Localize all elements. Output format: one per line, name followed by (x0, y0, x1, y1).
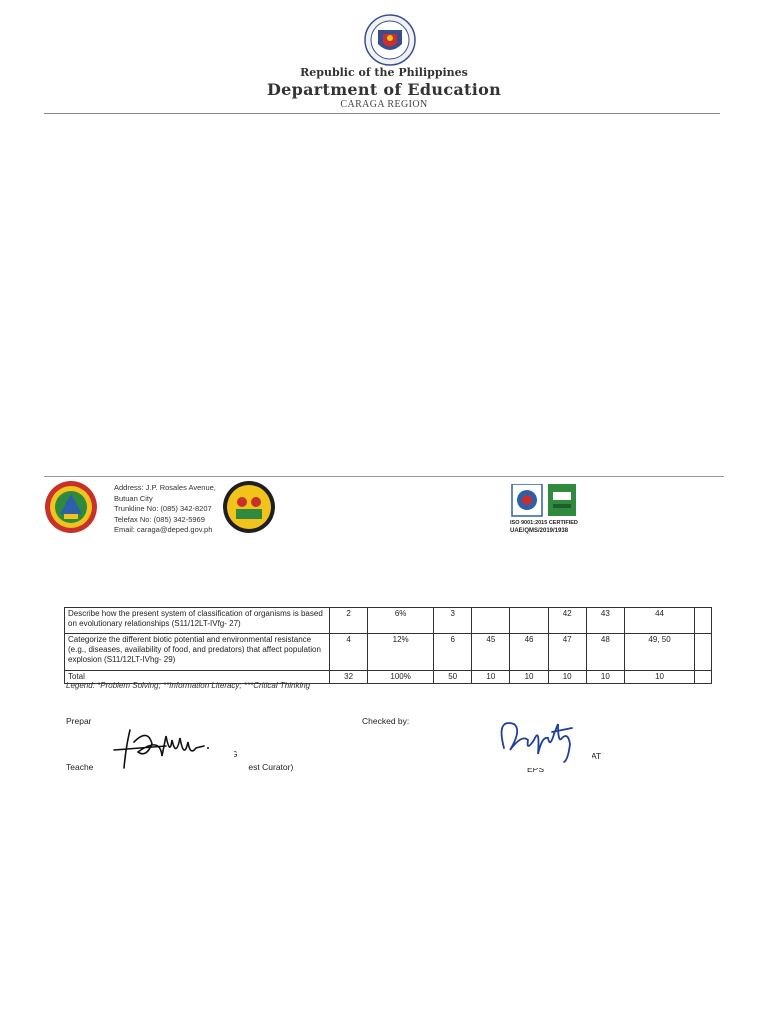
checked-by-label: Checked by: (362, 716, 410, 726)
table-cell: 6% (368, 608, 434, 634)
caraga-region-logo-icon (44, 480, 98, 534)
table-cell: 10 (472, 671, 510, 684)
table-row (65, 634, 712, 671)
table-cell: 10 (586, 671, 624, 684)
table-cell (695, 634, 712, 671)
checker-name: AT (591, 751, 602, 761)
table-row (65, 608, 712, 634)
deped-seal-icon (364, 14, 416, 66)
table-cell: 49, 50 (624, 634, 694, 671)
iso-certified-label: ISO 9001:2015 CERTIFIED (510, 520, 578, 526)
table-cell (472, 608, 510, 634)
email: Email: caraga@deped.gov.ph (114, 525, 213, 534)
table-cell: 48 (586, 634, 624, 671)
checker-role: EPS (527, 764, 545, 774)
table-cell: 3 (434, 608, 472, 634)
division-logo-icon (222, 480, 276, 534)
footer-divider (44, 476, 724, 477)
table-cell: 44 (624, 608, 694, 634)
competency-cell: Categorize the different biotic potential and environmental resistance (e.g., diseases, availability of food, and predators) that affect population explosion (S11/12LT-IVhg- 29) (65, 634, 330, 671)
table-cell (695, 671, 712, 684)
office-address (114, 483, 216, 536)
prepared-by-label: Prepar (66, 716, 92, 726)
telefax: Telefax No: (085) 342-5969 (114, 514, 205, 524)
table-cell: 100% (368, 671, 434, 684)
region-heading: CARAGA REGION (340, 99, 428, 110)
table-cell: 46 (510, 634, 548, 671)
table-cell: 32 (330, 671, 368, 684)
table-cell: 6 (434, 634, 472, 671)
table-cell (510, 608, 548, 634)
table-cell: 43 (586, 608, 624, 634)
table-cell: 2 (330, 608, 368, 634)
total-label: Total (65, 671, 330, 684)
preparer-role-start: Teache (66, 762, 94, 772)
table-cell: 10 (510, 671, 548, 684)
trunkline: Trunkline No: (085) 342-8207 (114, 504, 212, 513)
table-cell: 42 (548, 608, 586, 634)
address-line: Butuan City (114, 493, 153, 503)
header-divider (44, 113, 720, 114)
table-cell: 10 (624, 671, 694, 684)
table-cell (695, 608, 712, 634)
table-cell: 45 (472, 634, 510, 671)
competency-cell: Describe how the present system of classification of organisms is based on evolutionary relationships (S11/12LT-IVfg- 27) (65, 608, 330, 634)
checker-signature (492, 704, 592, 768)
preparer-name: G (231, 749, 238, 759)
preparer-role-end: est Curator) (248, 762, 294, 772)
iso-code-label: UAE/QMS/2019/1938 (510, 528, 569, 534)
specification-table (64, 607, 712, 684)
address-line: Address: J.P. Rosales Avenue, (114, 483, 216, 492)
table-cell: 12% (368, 634, 434, 671)
department-heading: Department of Education (266, 80, 502, 99)
legend-text: Legend: *Problem Solving; **Information Literacy; ***Critical Thinking (66, 681, 311, 690)
table-cell: 50 (434, 671, 472, 684)
preparer-signature (108, 716, 234, 778)
republic-heading: Republic of the Philippines (300, 66, 468, 79)
table-cell: 4 (330, 634, 368, 671)
table-cell: 10 (548, 671, 586, 684)
table-cell: 47 (548, 634, 586, 671)
